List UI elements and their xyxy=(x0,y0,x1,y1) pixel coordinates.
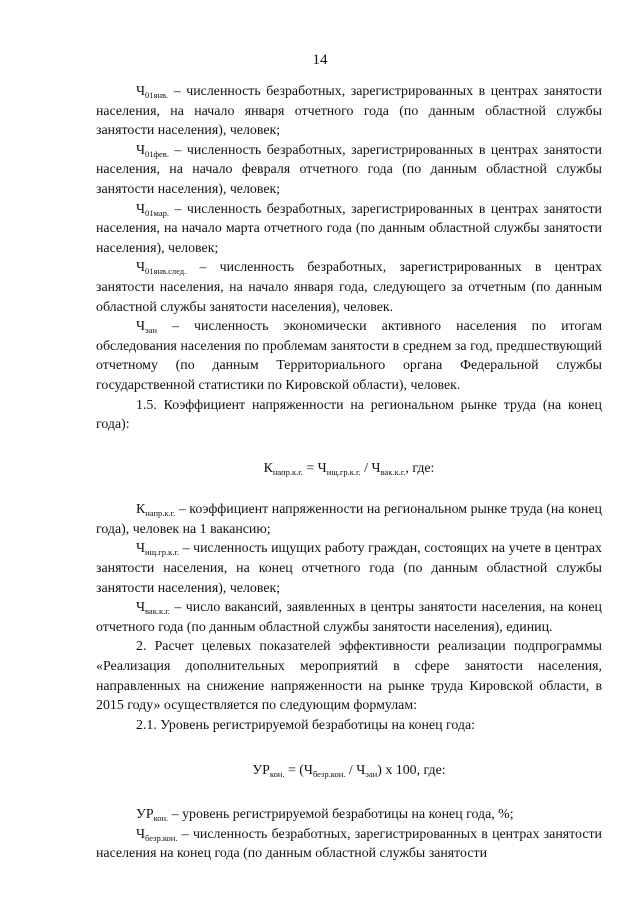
section-heading-2-1: 2.1. Уровень регистрируемой безработицы на конец года: xyxy=(136,717,475,733)
definition-paragraph: $Ч_{безр.кон.}$ – численность безработных, зарегистрированных в центрах занятости населения на конец года (по данным областной службы занятости xyxy=(96,826,602,862)
definition-paragraph: $Ч_{ищ.гр.к.г.}$ – численность ищущих работу граждан, состоящих на учете в центрах занятости населения, на конец отчетного года (по данным областной службы занятости населения), человек; xyxy=(96,541,602,596)
definition-paragraph: $Ч_{01янв.след.}$ – численность безработных, зарегистрированных в центрах занятости населения, на начало января года, следующего за отчетным (по данным областной службы занятости населения), человек. xyxy=(96,260,602,315)
definition-paragraph: $К_{напр.к.г.}$ – коэффициент напряженности на региональном рынке труда (на конец года), человек на 1 вакансию; xyxy=(96,502,602,537)
definition-paragraph: $Ч_{01янв.}$ – численность безработных, зарегистрированных в центрах занятости населения, на начало января отчетного года (по данным областной службы занятости населения), человек; xyxy=(96,84,602,139)
formula-unemployment-rate: $УР_{кон.} = (Ч_{безр.кон.} / Ч_{эан})$ x 100, где: xyxy=(252,763,446,780)
formula-tension-coefficient: $К_{напр.к.г.} = Ч_{ищ.гр.к.г.} / Ч_{вак.к.г.}$, где: xyxy=(263,460,435,477)
section-heading-1-5: 1.5. Коэффициент напряженности на региональном рынке труда (на конец года): xyxy=(96,397,602,433)
definition-paragraph: $Ч_{эан}$ – численность экономически активного населения по итогам обследования населения по проблемам занятости в среднем за год, предшествующий отчетному (по данным Территориального органа Федеральной службы государственной статистики по Кировской области), человек. xyxy=(96,319,602,393)
page-number: 14 xyxy=(312,52,328,68)
definition-paragraph: $Ч_{01мар.}$ – численность безработных, зарегистрированных в центрах занятости населения, на начало марта отчетного года (по данным областной службы занятости населения), человек; xyxy=(96,201,602,256)
definition-paragraph: $УР_{кон.}$ – уровень регистрируемой безработицы на конец года, %; xyxy=(136,807,514,823)
definition-paragraph: $Ч_{01фев.}$ – численность безработных, зарегистрированных в центрах занятости населения, на начало февраля отчетного года (по данным областной службы занятости населения), человек; xyxy=(96,142,602,197)
page-body xyxy=(96,82,602,864)
definition-paragraph: $Ч_{вак.к.г.}$ – число вакансий, заявленных в центры занятости населения, на конец отчетного года (по данным областной службы занятости населения), единиц. xyxy=(96,600,602,635)
section-heading-2: 2. Расчет целевых показателей эффективности реализации подпрограммы «Реализация дополнительных мероприятий в сфере занятости населения, направленных на снижение напряженности на рынке труда Кировской области, в 2015 году» осуществляется по следующим формулам: xyxy=(96,639,602,714)
